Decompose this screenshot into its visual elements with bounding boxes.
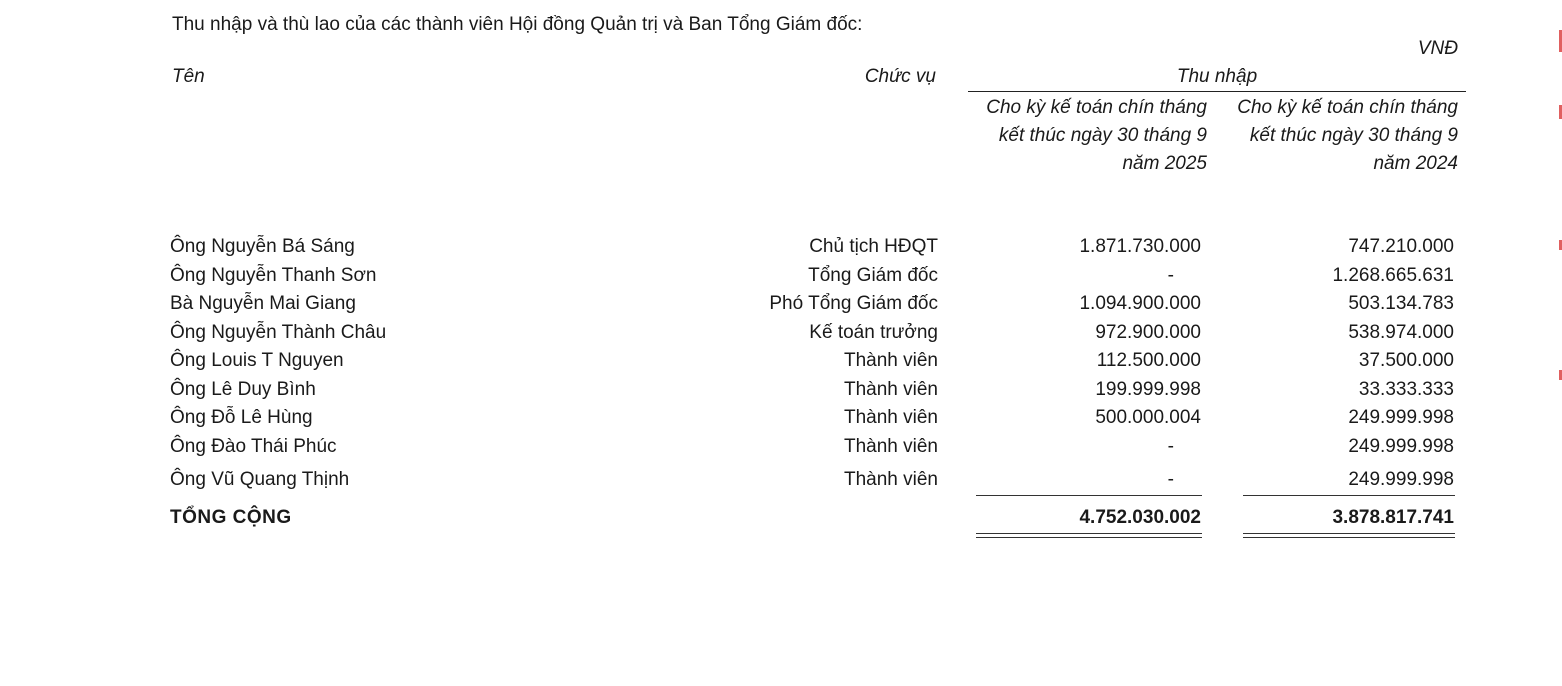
income-2024: 37.500.000 — [1358, 350, 1454, 371]
income-2024: 503.134.783 — [1348, 293, 1454, 314]
member-name: Ông Louis T Nguyen — [170, 350, 344, 371]
member-name: Ông Nguyễn Bá Sáng — [170, 236, 355, 257]
member-name: Ông Đào Thái Phúc — [170, 436, 337, 457]
table-row — [0, 407, 1562, 435]
income-2025: 972.900.000 — [1095, 322, 1201, 343]
intro-text: Thu nhập và thù lao của các thành viên Hội đồng Quản trị và Ban Tổng Giám đốc: — [172, 14, 863, 35]
header-name: Tên — [172, 66, 205, 87]
total-2025: 4.752.030.002 — [1079, 507, 1201, 528]
income-2025: 112.500.000 — [1096, 350, 1201, 371]
income-2025: - — [1167, 436, 1174, 457]
member-position: Chủ tịch HĐQT — [809, 236, 938, 257]
member-position: Phó Tổng Giám đốc — [769, 293, 938, 314]
income-2024: 538.974.000 — [1348, 322, 1454, 343]
member-position: Thành viên — [843, 436, 938, 457]
income-2025: 199.999.998 — [1095, 379, 1201, 400]
member-name: Ông Đỗ Lê Hùng — [170, 407, 313, 428]
subtotal-rule-2024 — [1243, 495, 1455, 496]
total-label: TỔNG CỘNG — [170, 507, 292, 528]
member-position: Thành viên — [843, 469, 938, 490]
member-name: Ông Nguyễn Thành Châu — [170, 322, 387, 343]
member-name: Ông Lê Duy Bình — [170, 379, 316, 400]
member-position: Thành viên — [843, 350, 938, 371]
total-double-rule-2024 — [1243, 533, 1455, 538]
income-2024: 249.999.998 — [1348, 407, 1454, 428]
table-row — [0, 469, 1562, 497]
income-2025: 1.871.730.000 — [1079, 236, 1201, 257]
member-name: Ông Vũ Quang Thịnh — [170, 469, 350, 490]
table-row — [0, 350, 1562, 378]
income-2025: 500.000.004 — [1095, 407, 1201, 428]
income-2025: - — [1167, 469, 1174, 490]
currency-unit: VNĐ — [1417, 38, 1458, 59]
table-row — [0, 436, 1562, 464]
table-row — [0, 265, 1562, 293]
member-position: Thành viên — [843, 379, 938, 400]
subtotal-rule-2025 — [976, 495, 1202, 496]
member-position: Thành viên — [843, 407, 938, 428]
income-2024: 33.333.333 — [1358, 379, 1454, 400]
table-row — [0, 236, 1562, 264]
income-2024: 747.210.000 — [1348, 236, 1454, 257]
income-2024: 1.268.665.631 — [1332, 265, 1454, 286]
table-row — [0, 293, 1562, 321]
income-header-rule — [968, 91, 1466, 92]
member-position: Tổng Giám đốc — [808, 265, 938, 286]
header-position: Chức vụ — [864, 66, 936, 87]
total-row — [0, 507, 1562, 535]
header-income: Thu nhập — [1176, 66, 1258, 87]
total-2024: 3.878.817.741 — [1332, 507, 1454, 528]
member-name: Ông Nguyễn Thanh Sơn — [170, 265, 377, 286]
income-2025: 1.094.900.000 — [1079, 293, 1201, 314]
income-2025: - — [1167, 265, 1174, 286]
header-period-2025: Cho kỳ kế toán chín tháng kết thúc ngày 30 tháng 9 năm 2025 — [986, 97, 1207, 174]
total-double-rule-2025 — [976, 533, 1202, 538]
member-position: Kế toán trưởng — [809, 322, 938, 343]
income-2024: 249.999.998 — [1348, 469, 1454, 490]
table-row — [0, 379, 1562, 407]
header-period-2024: Cho kỳ kế toán chín tháng kết thúc ngày 30 tháng 9 năm 2024 — [1237, 97, 1458, 174]
table-row — [0, 322, 1562, 350]
income-2024: 249.999.998 — [1348, 436, 1454, 457]
member-name: Bà Nguyễn Mai Giang — [170, 293, 356, 314]
